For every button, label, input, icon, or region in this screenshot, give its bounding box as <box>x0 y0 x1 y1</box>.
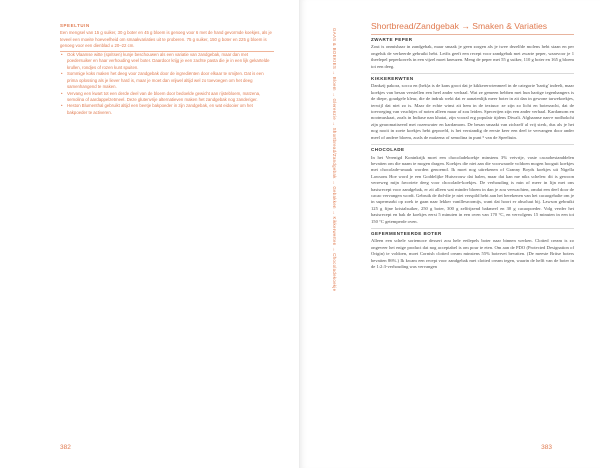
section-body: Alleen een schele soriemoce dessert zou hele eetlepels boter naar binnen werken. Clotted cream is zo ongeveer het enige product dat nog acceptabel is om pour te eten. Om aan de PDO (Protected Designation of Origin) te voldoen, moet Cornish clotted cream minstens 55% botervet bevatten. (De meeste Britse boters bevatten 86%.) Ik kwam een recept voor zandgebak met clotted cream tegen, waarin de helft van de boter in de 1:2:3-verhouding was vervangen <box>371 238 574 269</box>
section-heading: ZWARTE PEPER <box>371 37 413 42</box>
running-head-text: GAAS & BOEKIES → Bloem → Glerenzie → Shortbread/Zandgebak → Gebakken → Kikkerwerten → Chocoladekoekje <box>332 28 337 292</box>
tip-item: • Heston Blumenthal gebruikt altijd een beetje bakpoeder in zijn zandgebak, en wat eidooier om het bakpoeder te activeren. <box>60 103 274 116</box>
speeltuin-tips <box>60 23 274 116</box>
section-zwarte-peper <box>371 37 574 74</box>
tip-item: • Sommige koks maken het deeg voor zandgebak door de ingrediënten door elkaar te smijten. Dat is een prima oplossing als je liever hard is, maar je moet dan vrijwel altijd wel zo toevoegen om het deeg samenhangend te maken. <box>60 71 274 90</box>
tip-item: • Vervang een kwart tot een derde deel van de bloem door bedoelde gewicht aan rijstebloem, maïzena, semolina of aardappelzetmeel. Deze glutenvrije alternatieven maken het zandgebak nog zanderiger. <box>60 91 274 104</box>
section-heading: GEFERMENTEERDE BOTER <box>371 230 442 236</box>
section-heading: CHOCOLADE <box>371 147 405 153</box>
page-number-right: 383 <box>541 444 552 451</box>
tips-intro: Een mengsel van 15 g suiker, 30 g boter en 45 g bloem is genoeg voor 6 met de hand gevormde koekjes, als je teveel een moeite hoeveelheid om smaakvariaties uit te proberen. 75 g suiker, 150 g boter en 225 g bloem is genoeg voor een dienblad ± 20–22 cm. <box>60 30 274 51</box>
section-body: In het Verenigd Koninkrijk moet een chocoladekoekje minstens 3% vetvrije, vaste cacaobestanddelen bevatten om die naam te mogen dragen. Koekjes die niet aan die voorwaarde voldoen mogen hooguit koekjes met chocolade-smaak worden genoemd. Ik moet nog uitrekenen of Granny Boyds koekjes uit Nigella Lawsons Hoe word je een Goddelijke Huisvrouw dat halen, maar dat kan me niks schelen: dit is gewoon verreweg mijn favoriete deeg voor chocolade-koekjes. De verhouding is min of meer in lijn met ons basisrecept voor zandgebak, er zit alleen wat minder bloem in dan je zou verwachten, omdat een deel door de cacao vervangen wordt. Gebruik de tbd-die je niet verspild hebt aan het berekenen van het cacaogehalte om je in supermarkt op zoek te gaan naar lekker vanillesroomijs, want dat hoort er absoluut bij. Lawson gebruikt 125 g fijne kristalsuiker, 250 g boter, 300 g zelfrijzend bakmeel en 30 g cacaopoeder. Volg verder het basisrecept en bak de koekjes eerst 5 minuten in een oven van 170 °C, en vervolgens 15 minuten in een tot 150 °C getemperde oven. <box>371 154 574 224</box>
section-body: Zout is onmisbaar in zandgebak, maar smaak je geen zorgen als je twee dezelfde molens hebt staan en per ongeluk de verkeerde gebruikt hebt. Letfis geeft een recept voor zandgebak met zwarte peper, waarvoor je 1 theelepel peperkorrels in een vijzel moet kneuzen. Meng de peper met 55 g suiker, 110 g boter en 165 g bloem tot een deeg. <box>371 44 574 69</box>
main-content <box>371 21 574 275</box>
section-heading: KIKKERERWTEN <box>371 76 414 82</box>
page-title: Shortbread/Zandgebak → Smaken & Variaties <box>371 21 574 35</box>
section-gefermenteerde-boter <box>371 231 574 273</box>
running-head <box>330 28 338 458</box>
page-number-left: 382 <box>60 444 71 451</box>
section-body: Dankzij pakora, socca en (hek)a is de kans groot dat je kikkererwtenmeel in de categorie 'hartig' indeelt, maar koekjes van besan verstellen een heel ander verhaal. Wat ze gemeen hebben met hun hartige tegenhangers is de diepe, goudgele kleur, die de indruk wekt dat er aanzienlijk meer boter in zit dan in gewone tarwekoekjes, terwijl dat niet zo is. Maar de echte winst zit hem in de textuur: ze zijn zo licht en boterzacht, dat de toevoeging van vruchtjes of noten alleen maar af zou leiden. Specerijen zijn een ander verhaal. Kardamom en nootmuskaat, zoals in Indiase nan khatai, zijn vooral erg populair tijdens Diwali. Afghaanse nan-e nodhokchi zijn gearomatiseerd met rozenwater en kardamom. De besan smaakt van zichzelf al vrij sterk, dus als je het nog nooit in zoete koekjes hebt geproefd, is het verstandig de eerste keer een deel te vervangen door ander meel of andere bloem, zoals de maïzena of semolina in punt ⁵ van de Speeltuin. <box>371 83 574 140</box>
section-chocolade <box>371 147 574 229</box>
tips-title: SPEELTUIN <box>60 23 90 28</box>
tip-item: • Ook Vlaamse witte (spritsen) kunje beschouwen als een variatie van zandgebak, maar dan met poedersuiker en haar verhouding veel boter. Daardoor krijg je een zachte pasta die je in een lijk gekartelde krullen, rondjes of rozen kunt spuiten. <box>60 52 274 71</box>
section-kikkererwten <box>371 76 574 145</box>
